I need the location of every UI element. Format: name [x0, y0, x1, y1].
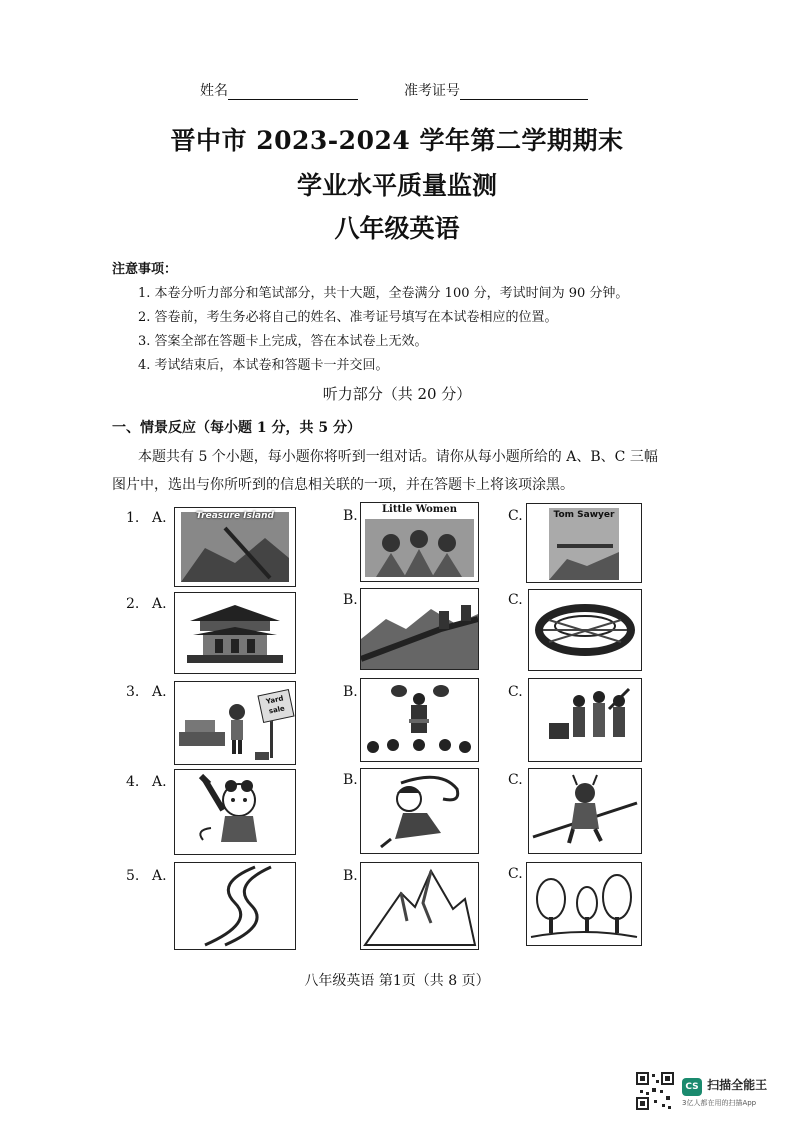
id-field: [404, 80, 588, 100]
question-number: 4.: [126, 774, 140, 790]
instruction-line2: 图片中，选出与你所听到的信息相关联的一项，并在答题卡上将该项涂黑。: [112, 477, 574, 493]
question-number: 2.: [126, 596, 140, 612]
name-blank: [228, 85, 358, 100]
question-number: 3.: [126, 684, 140, 700]
picture-yard-sale: [174, 681, 296, 765]
exam-subject: 八年级英语: [334, 214, 460, 243]
book-title: Treasure Island: [196, 511, 274, 521]
id-blank: [460, 85, 588, 100]
option-label: B.: [343, 772, 358, 788]
option-label: A.: [152, 774, 167, 790]
picture-flying-girl: [360, 768, 479, 854]
name-label: 姓名: [200, 83, 228, 99]
qr-code-icon: [636, 1072, 674, 1110]
picture-band: [528, 678, 642, 762]
picture-speech: [360, 678, 479, 762]
option-label: B.: [343, 868, 358, 884]
picture-palace: [174, 592, 296, 674]
picture-treasure-island: [174, 507, 296, 587]
picture-great-wall: [360, 588, 479, 670]
note-item: 4. 考试结束后，本试卷和答题卡一并交回。: [138, 358, 389, 373]
note-item: 3. 答案全部在答题卡上完成，答在本试卷上无效。: [138, 334, 428, 349]
section1-heading: 一、情景反应（每小题 1 分，共 5 分）: [112, 420, 361, 436]
name-field: [200, 80, 358, 100]
book-title: Little Women: [381, 504, 457, 515]
picture-monkey-king: [528, 768, 642, 854]
scanner-watermark: [682, 1074, 767, 1108]
picture-birds-nest: [528, 589, 642, 671]
watermark-tagline: 3亿人都在用的扫描App: [682, 1099, 757, 1107]
picture-trees: [526, 862, 642, 946]
picture-nezha: [174, 769, 296, 855]
page-footer: 八年级英语 第1页（共 8 页）: [304, 973, 490, 989]
picture-tom-sawyer: [526, 503, 642, 583]
id-label: 准考证号: [404, 83, 460, 99]
option-label: C.: [508, 772, 523, 788]
yard-sale-sign: Yard sale: [257, 689, 294, 723]
option-label: A.: [152, 596, 167, 612]
book-title: Tom Sawyer: [553, 510, 615, 520]
exam-title-line1: 晋中市 2023-2024 学年第二学期期末: [170, 126, 624, 155]
option-label: A.: [152, 684, 167, 700]
question-number: 1.: [126, 510, 140, 526]
option-label: A.: [152, 868, 167, 884]
picture-mountains: [360, 862, 479, 950]
option-label: B.: [343, 592, 358, 608]
option-label: A.: [152, 510, 167, 526]
picture-river: [174, 862, 296, 950]
option-label: B.: [343, 684, 358, 700]
cs-logo-badge: CS: [682, 1078, 702, 1096]
note-item: 2. 答卷前，考生务必将自己的姓名、准考证号填写在本试卷相应的位置。: [138, 310, 558, 325]
question-number: 5.: [126, 868, 140, 884]
listening-heading: 听力部分（共 20 分）: [322, 385, 472, 403]
option-label: C.: [508, 508, 523, 524]
instruction-line1: 本题共有 5 个小题，每小题你将听到一组对话。请你从每小题所给的 A、B、C 三幅: [138, 449, 658, 465]
option-label: C.: [508, 592, 523, 608]
option-label: C.: [508, 684, 523, 700]
picture-little-women: [360, 502, 479, 582]
exam-title-line2: 学业水平质量监测: [296, 171, 497, 200]
notes-heading: 注意事项：: [112, 262, 178, 277]
note-item: 1. 本卷分听力部分和笔试部分，共十大题，全卷满分 100 分，考试时间为 90 分钟。: [138, 286, 629, 301]
option-label: B.: [343, 508, 358, 524]
watermark-brand: 扫描全能王: [707, 1078, 768, 1092]
option-label: C.: [508, 866, 523, 882]
